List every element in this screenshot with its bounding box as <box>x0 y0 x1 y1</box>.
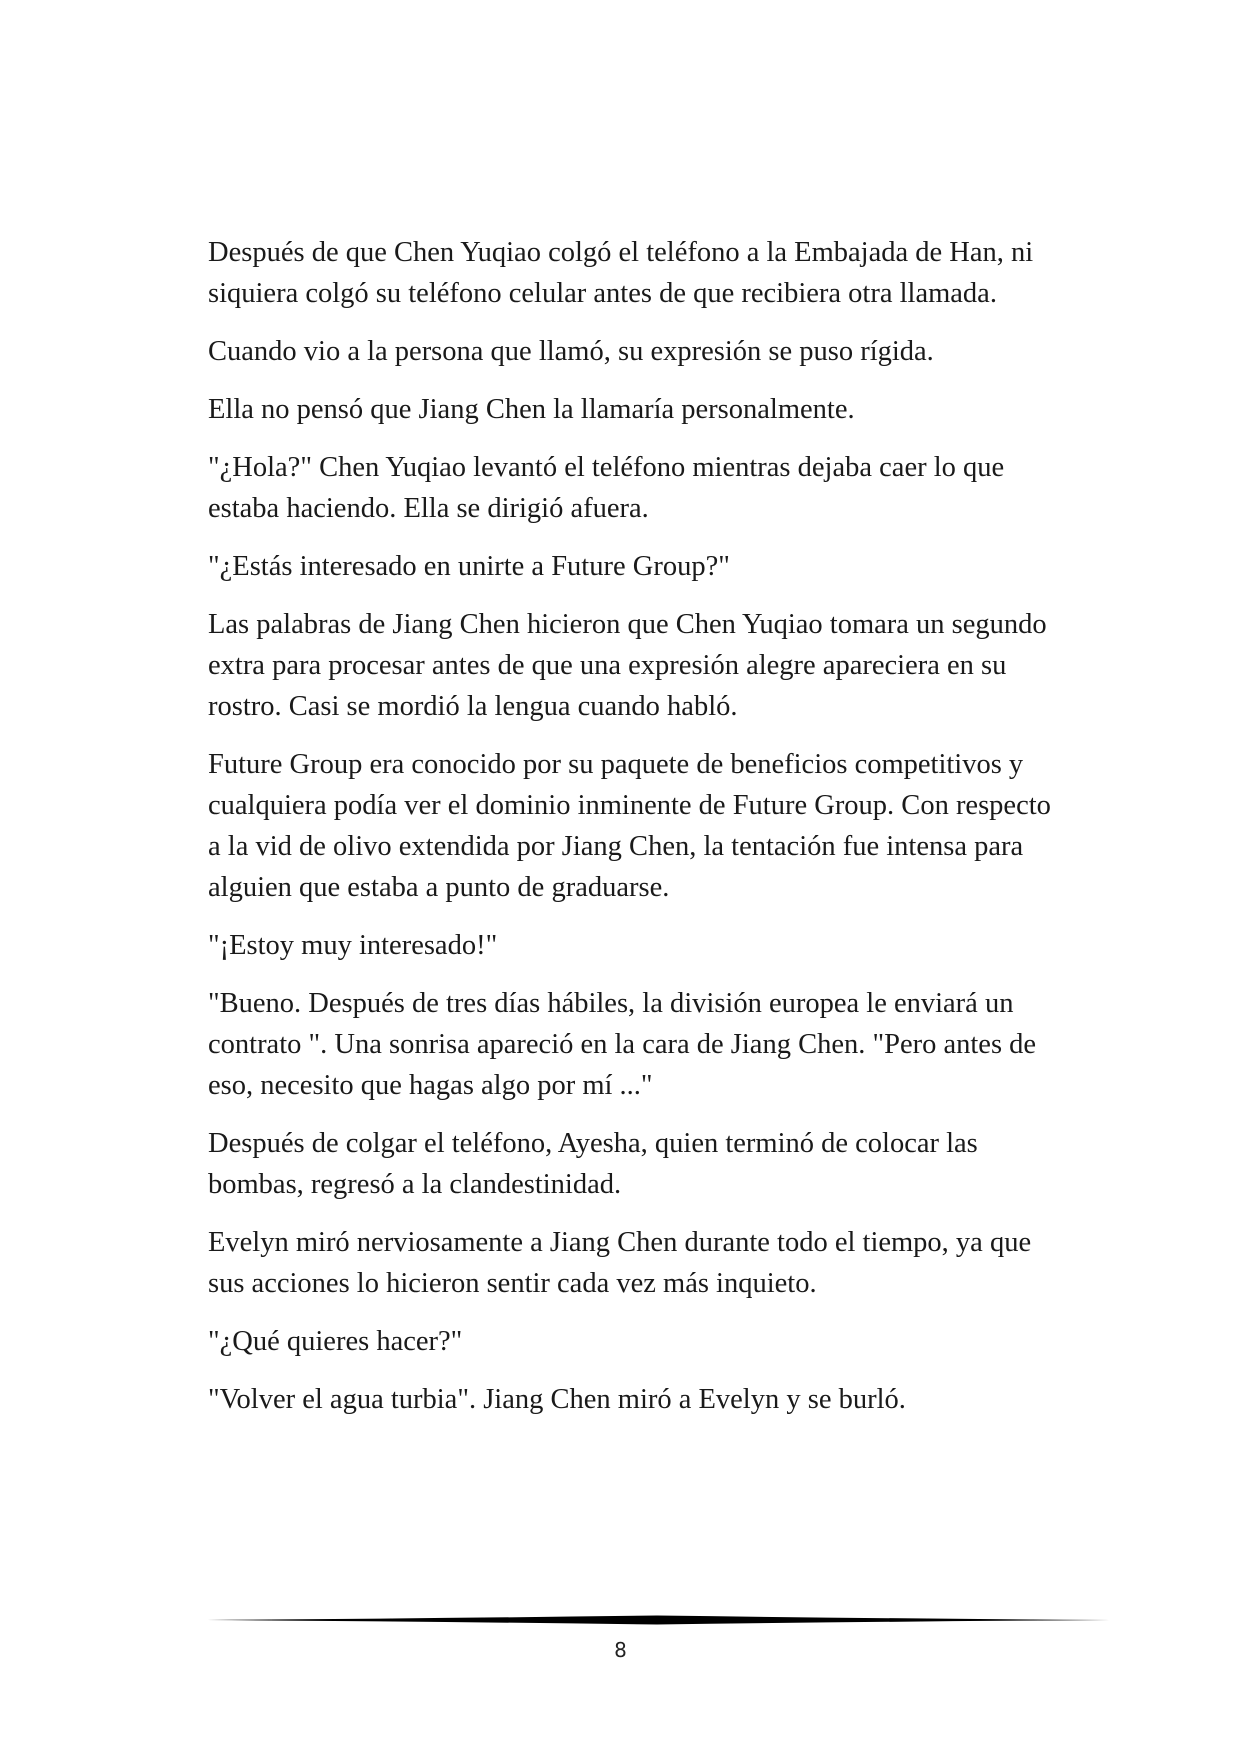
paragraph-11: Evelyn miró nerviosamente a Jiang Chen durante todo el tiempo, ya que sus acciones lo hicieron sentir cada vez más inquieto. <box>208 1227 1032 1299</box>
paragraph-10: Después de colgar el teléfono, Ayesha, quien terminó de colocar las bombas, regresó a la clandestinidad. <box>208 1128 978 1200</box>
paragraph-12: "¿Qué quieres hacer?" <box>208 1326 463 1357</box>
paragraph-3: Ella no pensó que Jiang Chen la llamaría personalmente. <box>208 394 855 425</box>
paragraph-13: "Volver el agua turbia". Jiang Chen miró a Evelyn y se burló. <box>208 1384 906 1415</box>
paragraph-4: "¿Hola?" Chen Yuqiao levantó el teléfono mientras dejaba caer lo que estaba haciendo. Ella se dirigió afuera. <box>208 452 1005 524</box>
paragraph-2: Cuando vio a la persona que llamó, su expresión se puso rígida. <box>208 336 934 367</box>
paragraph-9: "Bueno. Después de tres días hábiles, la división europea le enviará un contrato ". Una sonrisa apareció en la cara de Jiang Chen. "Pero antes de eso, necesito que hagas algo por mí ..." <box>208 988 1037 1101</box>
body-text <box>208 232 1068 1437</box>
paragraph-1: Después de que Chen Yuqiao colgó el teléfono a la Embajada de Han, ni siquiera colgó su teléfono celular antes de que recibiera otra llamada. <box>208 237 1034 309</box>
paragraph-7: Future Group era conocido por su paquete de beneficios competitivos y cualquiera podía ver el dominio inminente de Future Group. Con respecto a la vid de olivo extendida por Jiang Chen, la tentación fue intensa para alguien que estaba a punto de graduarse. <box>208 749 1051 903</box>
page-number: 8 <box>614 1638 627 1662</box>
footer-divider <box>207 1614 1110 1626</box>
paragraph-8: "¡Estoy muy interesado!" <box>208 930 498 961</box>
paragraph-5: "¿Estás interesado en unirte a Future Group?" <box>208 551 730 582</box>
paragraph-6: Las palabras de Jiang Chen hicieron que Chen Yuqiao tomara un segundo extra para procesar antes de que una expresión alegre apareciera en su rostro. Casi se mordió la lengua cuando habló. <box>208 609 1047 722</box>
